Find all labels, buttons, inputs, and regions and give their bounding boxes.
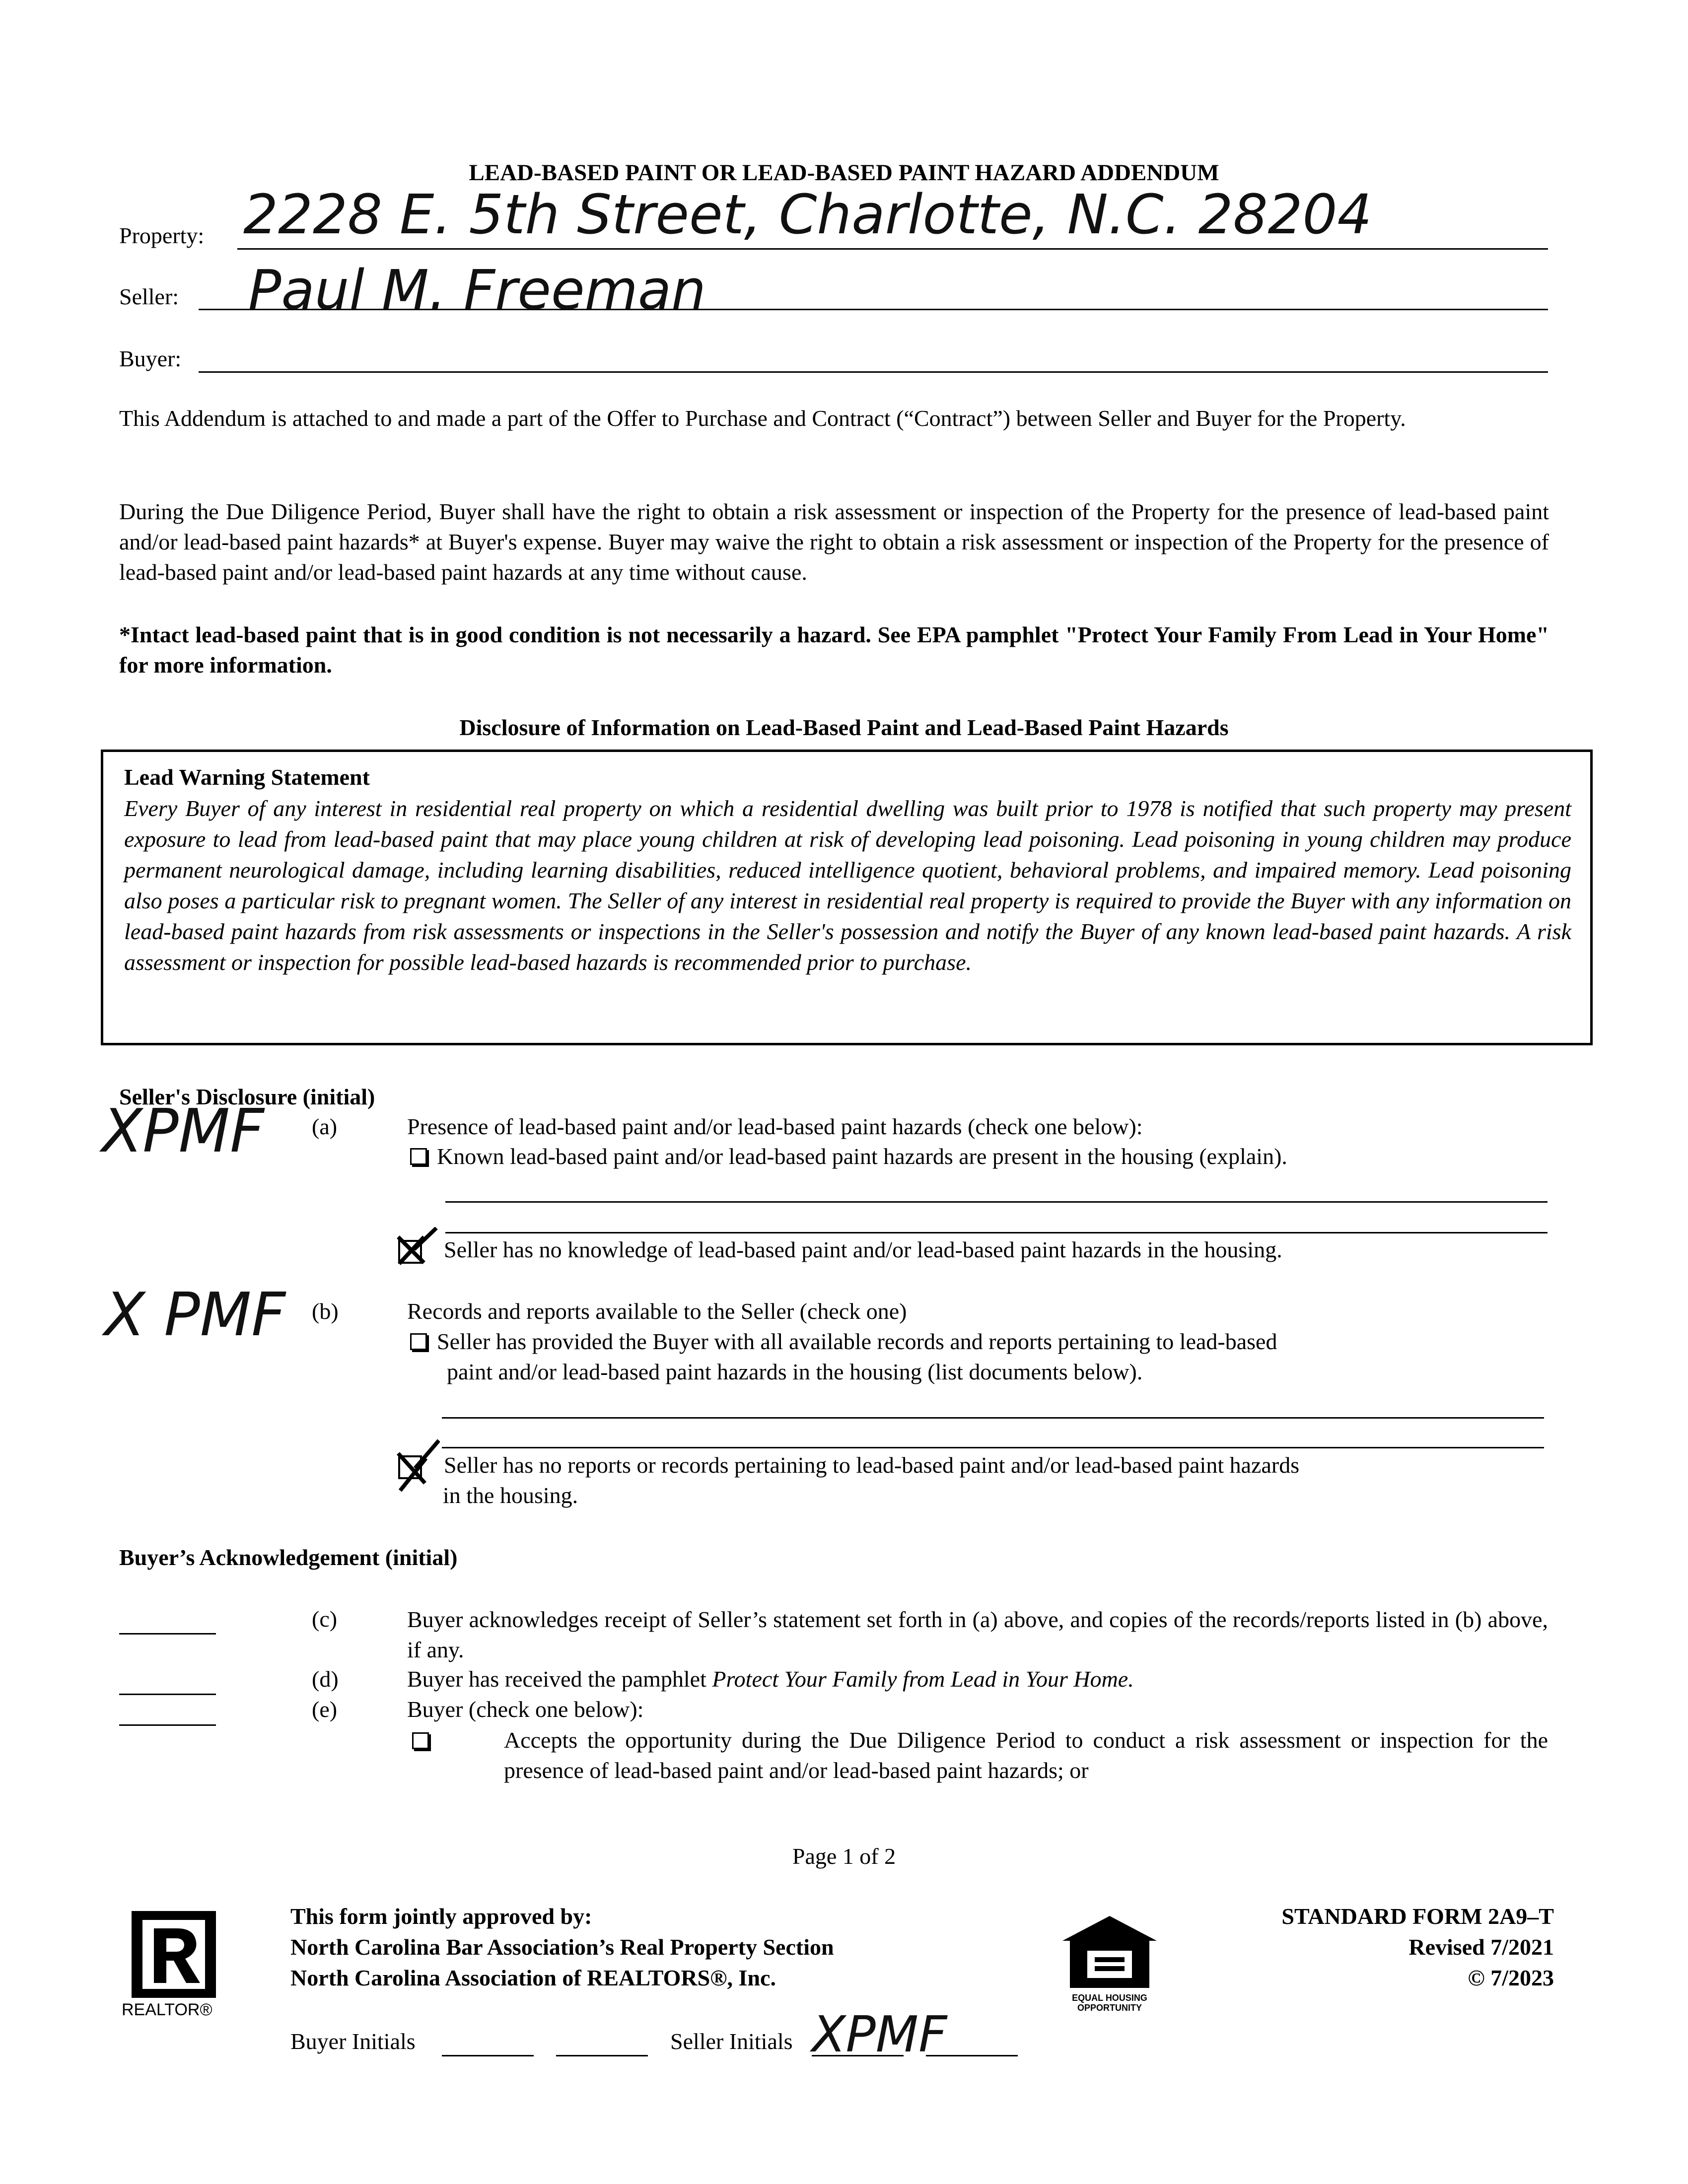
- item-a-option-known-label: Known lead-based paint and/or lead-based paint hazards are present in the housing (explain).: [437, 1144, 1287, 1169]
- checkbox-b-provided[interactable]: [410, 1333, 427, 1350]
- explain-line-2: [445, 1232, 1547, 1233]
- item-d-label: (d): [312, 1666, 339, 1692]
- buyer-initials-line-1[interactable]: [442, 2055, 534, 2056]
- buyer-initial-line-e[interactable]: [119, 1724, 216, 1726]
- item-c-text: Buyer acknowledges receipt of Seller’s statement set forth in (a) above, and copies of the records/reports listed in (b) above, if any.: [407, 1607, 1548, 1662]
- checkbox-a-known[interactable]: [410, 1148, 427, 1165]
- realtor-logo: [132, 1911, 216, 1998]
- intro-paragraph: This Addendum is attached to and made a part of the Offer to Purchase and Contract (“Contract”) between Seller and Buyer for the Property.: [119, 406, 1406, 431]
- item-b-option-none-line1: Seller has no reports or records pertaining to lead-based paint and/or lead-based paint hazards: [444, 1452, 1300, 1478]
- item-d-text: [407, 1664, 1134, 1694]
- equal-housing-label: EQUAL HOUSING OPPORTUNITY: [1072, 1993, 1147, 2013]
- documents-line-2: [442, 1447, 1544, 1448]
- checkbox-a-no-knowledge-checked[interactable]: [398, 1240, 422, 1264]
- item-a-option-no-knowledge[interactable]: [398, 1235, 1282, 1265]
- page-number: Page 1 of 2: [792, 1843, 896, 1869]
- buyer-initials-label: Buyer Initials: [290, 2029, 416, 2054]
- form-info: [1142, 1901, 1554, 1993]
- property-line: [237, 248, 1548, 250]
- item-b-option-provided-line1: Seller has provided the Buyer with all available records and reports pertaining to lead-based: [437, 1329, 1277, 1354]
- item-a-text: Presence of lead-based paint and/or lead-based paint hazards (check one below):: [407, 1114, 1143, 1139]
- lead-warning-text: Every Buyer of any interest in residential real property on which a residential dwelling was built prior to 1978 is notified that such property may present exposure to lead from lead-based paint that may place young children at risk of developing lead poisoning. Lead poisoning in young children may produce permanent neurological damage, including learning disabilities, reduced intelligence quotient, behavioral problems, and impaired memory. Lead poisoning also poses a particular risk to pregnant women. The Seller of any interest in residential real property is required to provide the Buyer with any information on lead-based paint hazards from risk assessments or inspections in the Seller's possession and notify the Buyer of any known lead-based paint hazards. A risk assessment or inspection for possible lead-based hazards is recommended prior to purchase.: [124, 796, 1571, 975]
- checkbox-b-none-checked[interactable]: [398, 1455, 422, 1479]
- item-e-option-accepts: Accepts the opportunity during the Due Diligence Period to conduct a risk assessment or inspection for the presence of lead-based paint and/or lead-based paint hazards; or: [504, 1727, 1548, 1783]
- seller-label: Seller:: [119, 284, 179, 309]
- check-x-mark-icon: [395, 1438, 440, 1493]
- realtor-label: REALTOR®: [122, 2000, 212, 2019]
- form-revised: Revised 7/2021: [1408, 1934, 1554, 1960]
- explain-line-1: [445, 1201, 1547, 1203]
- document-title: LEAD-BASED PAINT OR LEAD-BASED PAINT HAZARD ADDENDUM: [469, 160, 1219, 186]
- due-diligence-paragraph: During the Due Diligence Period, Buyer shall have the right to obtain a risk assessment or inspection of the Property for the presence of lead-based paint and/or lead-based paint hazards* at Buyer's expense. Buyer may waive the right to obtain a risk assessment or inspection of the Property for the presence of lead-based paint and/or lead-based paint hazards at any time without cause.: [119, 499, 1549, 585]
- approved-line-3: North Carolina Association of REALTORS®, Inc.: [290, 1965, 776, 1990]
- lead-note: *Intact lead-based paint that is in good condition is not necessarily a hazard. See EPA pamphlet "Protect Your Family From Lead in Your Home" for more information.: [119, 622, 1549, 678]
- item-c-label: (c): [312, 1606, 338, 1632]
- form-copyright: © 7/2023: [1468, 1965, 1554, 1990]
- property-label: Property:: [119, 223, 205, 248]
- item-e-label: (e): [312, 1697, 338, 1722]
- check-x-mark-icon: [394, 1227, 439, 1267]
- seller-initials-b[interactable]: X PMF: [104, 1281, 286, 1350]
- buyer-initials-line-2[interactable]: [556, 2055, 648, 2056]
- realtor-r-icon: [132, 1911, 216, 1998]
- seller-initials-a[interactable]: XPMF: [102, 1097, 265, 1166]
- seller-initials-footer-value[interactable]: XPMF: [812, 2005, 947, 2063]
- buyer-label: Buyer:: [119, 346, 182, 371]
- item-a-option-known[interactable]: [410, 1142, 1287, 1171]
- item-b-option-provided-line2: paint and/or lead-based paint hazards in the housing (list documents below).: [447, 1359, 1143, 1384]
- item-b-option-none[interactable]: [398, 1450, 1299, 1480]
- buyer-line: [199, 371, 1548, 373]
- buyer-initial-line-d[interactable]: [119, 1694, 216, 1695]
- lead-warning-heading: Lead Warning Statement: [124, 764, 370, 790]
- pamphlet-title: Protect Your Family from Lead in Your Home.: [712, 1666, 1134, 1692]
- seller-disclosure-heading: Seller's Disclosure (initial): [119, 1084, 375, 1109]
- item-b-option-none-line2: in the housing.: [443, 1483, 578, 1508]
- buyer-initial-line-c[interactable]: [119, 1633, 216, 1635]
- seller-initials-label: Seller Initials: [670, 2029, 793, 2054]
- buyer-acknowledgement-heading: Buyer’s Acknowledgement (initial): [119, 1545, 458, 1570]
- approved-by: [290, 1901, 834, 1993]
- item-b-text: Records and reports available to the Seller (check one): [407, 1298, 907, 1324]
- item-b-label: (b): [312, 1298, 339, 1324]
- item-d-text-prefix: Buyer has received the pamphlet: [407, 1666, 712, 1692]
- form-name: STANDARD FORM 2A9–T: [1281, 1904, 1554, 1929]
- checkbox-e-accepts[interactable]: [412, 1732, 439, 1749]
- item-b-option-provided[interactable]: [410, 1327, 1277, 1357]
- item-a-label: (a): [312, 1114, 338, 1139]
- item-a-option-no-knowledge-label: Seller has no knowledge of lead-based paint and/or lead-based paint hazards in the housing.: [444, 1237, 1282, 1262]
- approved-line-1: This form jointly approved by:: [290, 1904, 592, 1929]
- item-e-text: Buyer (check one below):: [407, 1697, 644, 1722]
- documents-line-1: [442, 1417, 1544, 1419]
- disclosure-heading: Disclosure of Information on Lead-Based Paint and Lead-Based Paint Hazards: [459, 715, 1229, 740]
- seller-value-handwritten[interactable]: Paul M. Freeman: [248, 258, 706, 322]
- property-value-handwritten[interactable]: 2228 E. 5th Street, Charlotte, N.C. 28204: [243, 183, 1372, 246]
- seller-initials-line-2[interactable]: [926, 2055, 1018, 2056]
- approved-line-2: North Carolina Bar Association’s Real Property Section: [290, 1934, 834, 1960]
